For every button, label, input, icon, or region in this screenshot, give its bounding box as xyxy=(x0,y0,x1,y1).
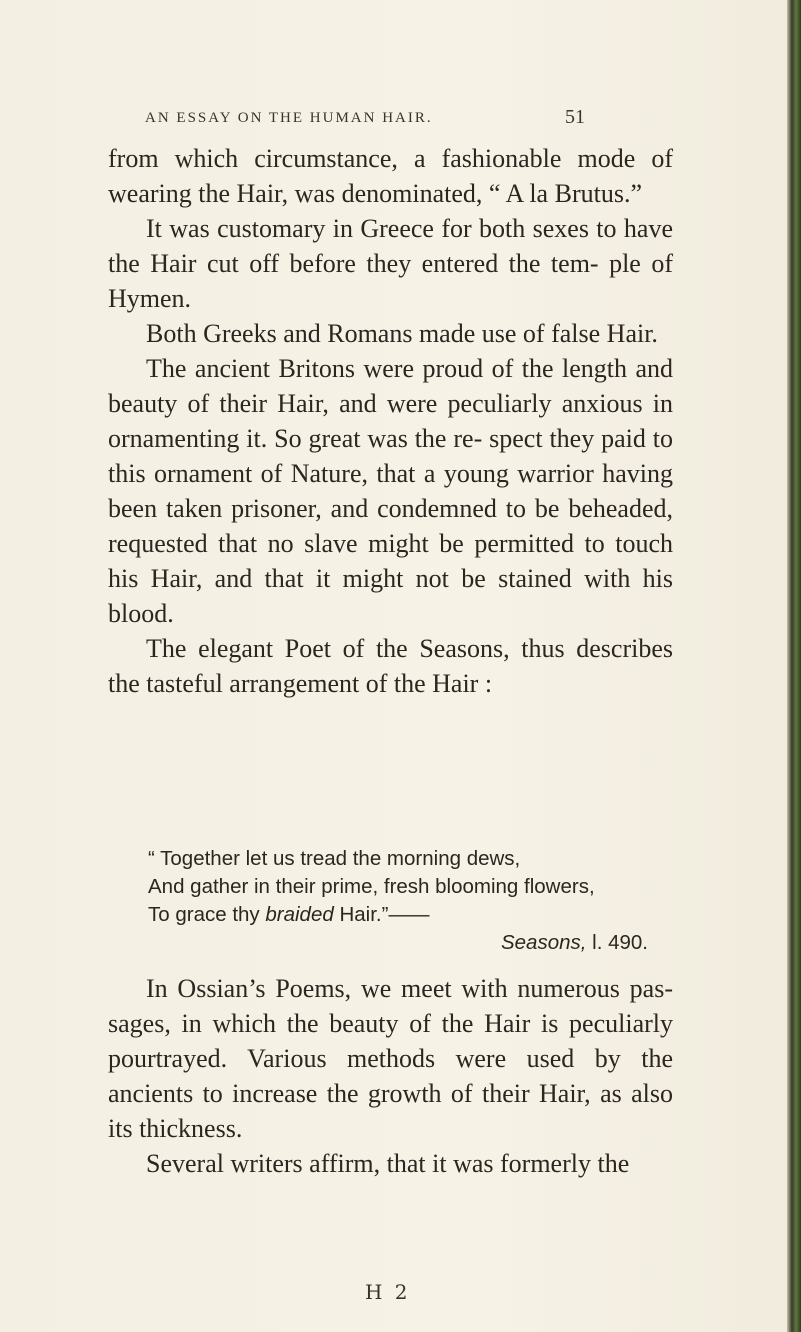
signature-mark: H 2 xyxy=(365,1280,411,1304)
verse-line-3: To grace thy braided Hair.”—— xyxy=(148,903,430,926)
page-number: 51 xyxy=(565,106,585,128)
verse-citation: Seasons, l. 490. xyxy=(500,931,648,954)
page-edge xyxy=(787,0,801,1332)
paragraph-britons: The ancient Britons were proud of the length and beauty of their Hair, and were peculiarly anxious in ornamenting it. So great was the re- spect they paid to this ornament of Nature, that a young warrior having been taken prisoner, and condemned to be beheaded, requested that no slave might be permitted to touch his Hair, and that it might not be stained with his blood. xyxy=(108,354,673,628)
paragraph-poet: The elegant Poet of the Seasons, thus describes the tasteful arrangement of the Hair : xyxy=(108,634,673,698)
paragraph-ossian: In Ossian’s Poems, we meet with numerous pas- sages, in which the beauty of the Hair is peculiarly pourtrayed. Various methods were used by the ancients to increase the growth of their Hair, as also its thickness. xyxy=(108,974,673,1143)
paragraph-false-hair: Both Greeks and Romans made use of false Hair. xyxy=(146,319,658,348)
verse-line-1: “ Together let us tread the morning dews, xyxy=(148,847,521,870)
paragraph-writers: Several writers affirm, that it was formerly the xyxy=(146,1149,630,1178)
paragraph-greece: It was customary in Greece for both sexes to have the Hair cut off before they entered the tem- ple of Hymen. xyxy=(108,214,673,313)
body-text-bottom xyxy=(108,971,673,1181)
verse-quotation xyxy=(148,845,668,957)
paragraph-brutus: from which circumstance, a fashionable mode of wearing the Hair, was denominated, “ A la Brutus.” xyxy=(108,144,673,208)
body-text-top xyxy=(108,141,673,701)
verse-line-2: And gather in their prime, fresh blooming flowers, xyxy=(148,875,595,898)
running-title: AN ESSAY ON THE HUMAN HAIR. xyxy=(145,110,433,126)
